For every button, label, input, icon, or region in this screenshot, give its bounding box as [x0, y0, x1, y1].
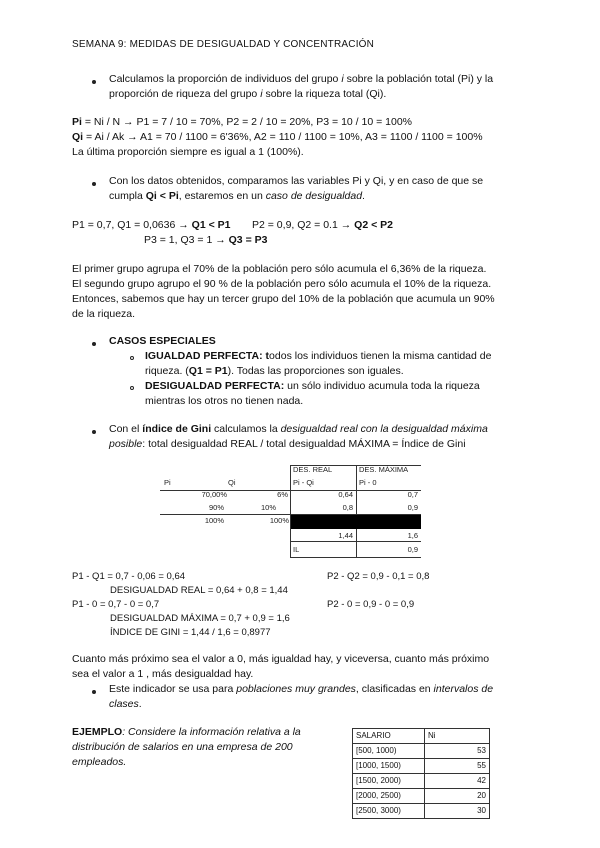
header-ni: Ni [425, 729, 490, 744]
calc-p2-0: P2 - 0 = 0,9 - 0 = 0,9 [327, 599, 415, 610]
caso-igualdad-line-2: riqueza. (Q1 = P1). Todas las proporciones son iguales. [145, 365, 404, 377]
calc-indice-gini: ÍNDICE DE GINI = 1,44 / 1,6 = 0,8977 [110, 627, 271, 638]
gini-line-1: Con el índice de Gini calculamos la desigualdad real con la desigualdad máxima [109, 423, 488, 435]
cell-range: [1000, 1500) [353, 759, 425, 774]
indicator-line-2: clases. [109, 698, 142, 710]
cell-pi: 100% [204, 516, 224, 525]
header-des-maxima: DES. MÁXIMA [359, 465, 409, 474]
cell-ni: 55 [425, 759, 490, 774]
table-row [353, 789, 490, 804]
paragraph-line: de la riqueza. [72, 308, 136, 320]
il-label: IL [293, 545, 300, 554]
comparison-3: P3 = 1, Q3 = 1 → Q3 = P3 [144, 234, 268, 246]
cell-range: [2000, 2500) [353, 789, 425, 804]
section-heading: CASOS ESPECIALES [109, 335, 216, 347]
column-qi: Qi [228, 478, 236, 487]
cell-qi: 100% [269, 516, 289, 525]
comparison-1: P1 = 0,7, Q1 = 0,0636 → Q1 < P1 [72, 219, 231, 231]
cell-qi: 10% [260, 503, 276, 512]
cell-pi: 70,00% [201, 490, 227, 499]
table-row [353, 804, 490, 819]
caso-desigualdad-line-1: DESIGUALDAD PERFECTA: un sólo individuo acumula toda la riqueza [145, 380, 480, 392]
cell-real: 0,64 [338, 490, 353, 499]
total-real: 1,44 [338, 531, 353, 540]
bullet-icon [92, 80, 96, 84]
formula-note: La última proporción siempre es igual a 1 (100%). [72, 146, 304, 158]
column-pi-qi: Pi - Qi [293, 478, 314, 487]
bullet-2-line-1: Con los datos obtenidos, comparamos las variables Pi y Qi, y en caso de que se [109, 175, 484, 187]
black-fill-cell [291, 515, 421, 529]
cell-max: 0,9 [407, 503, 418, 512]
ejemplo-line-3: empleados. [72, 756, 127, 768]
cell-qi: 6% [277, 490, 288, 499]
bullet-icon [92, 342, 96, 346]
calc-desigualdad-maxima: DESIGUALDAD MÁXIMA = 0,7 + 0,9 = 1,6 [110, 613, 290, 624]
table-row [353, 744, 490, 759]
bullet-1-line-1: Calculamos la proporción de individuos del grupo i sobre la población total (Pi) y la [109, 73, 494, 85]
cell-ni: 30 [425, 804, 490, 819]
paragraph-line: El segundo grupo agrupo el 90 % de la población pero sólo acumula el 10% de la riqueza. [72, 278, 492, 290]
calc-p1-0: P1 - 0 = 0,7 - 0 = 0,7 [72, 599, 160, 610]
cell-ni: 53 [425, 744, 490, 759]
formula-qi: Qi = Ai / Ak → A1 = 70 / 1100 = 6'36%, A2 = 110 / 1100 = 10%, A3 = 1100 / 1100 = 100% [72, 131, 483, 143]
gini-ratio: 0,9 [407, 545, 418, 554]
sub-bullet-icon [130, 356, 134, 360]
calc-p1-q1: P1 - Q1 = 0,7 - 0,06 = 0,64 [72, 571, 186, 582]
table-row [353, 759, 490, 774]
paragraph-line: El primer grupo agrupa el 70% de la población pero sólo acumula el 6,36% de la riqueza. [72, 263, 487, 275]
salarios-table [352, 728, 490, 819]
column-pi: Pi [164, 478, 171, 487]
cell-max: 0,7 [407, 490, 418, 499]
calc-p2-q2: P2 - Q2 = 0,9 - 0,1 = 0,8 [327, 571, 430, 582]
column-pi-0: Pi - 0 [359, 478, 377, 487]
gini-line-2: posible: total desigualdad REAL / total desigualdad MÁXIMA = Índice de Gini [109, 438, 466, 450]
bullet-icon [92, 430, 96, 434]
paragraph-line: Entonces, sabemos que hay un tercer grupo del 10% de la población que acumula un 90% [72, 293, 495, 305]
bullet-2-line-2: cumpla Qi < Pi, estaremos en un caso de desigualdad. [109, 190, 365, 202]
calc-desigualdad-real: DESIGUALDAD REAL = 0,64 + 0,8 = 1,44 [110, 585, 288, 596]
cell-pi: 90% [208, 503, 224, 512]
header-des-real: DES. REAL [293, 465, 333, 474]
paragraph-line: Cuanto más próximo sea el valor a 0, más igualdad hay, y viceversa, cuanto más próximo [72, 653, 490, 665]
paragraph-line: sea el valor a 1 , más desigualdad hay. [72, 668, 254, 680]
bullet-1-line-2: proporción de riqueza del grupo i sobre la riqueza total (Qi). [109, 88, 387, 100]
cell-range: [500, 1000) [353, 744, 425, 759]
formula-pi: Pi = Ni / N → P1 = 7 / 10 = 70%, P2 = 2 / 10 = 20%, P3 = 10 / 10 = 100% [72, 116, 413, 128]
bullet-icon [92, 690, 96, 694]
bullet-icon [92, 182, 96, 186]
comparison-2: P2 = 0,9, Q2 = 0.1 → Q2 < P2 [252, 219, 393, 231]
cell-range: [2500, 3000) [353, 804, 425, 819]
table-header-row [353, 729, 490, 744]
header-salario: SALARIO [353, 729, 425, 744]
table-row [353, 774, 490, 789]
cell-range: [1500, 2000) [353, 774, 425, 789]
total-max: 1,6 [407, 531, 418, 540]
ejemplo-line-1: EJEMPLO: Considere la información relativa a la [72, 726, 301, 738]
caso-desigualdad-line-2: mientras los otros no tienen nada. [145, 395, 304, 407]
ejemplo-line-2: distribución de salarios en una empresa de 200 [72, 741, 293, 753]
page-title: SEMANA 9: MEDIDAS DE DESIGUALDAD Y CONCENTRACIÓN [72, 39, 375, 50]
sub-bullet-icon [130, 386, 134, 390]
indicator-line-1: Este indicador se usa para poblaciones muy grandes, clasificadas en intervalos de [109, 683, 494, 695]
caso-igualdad-line-1: IGUALDAD PERFECTA: todos los individuos tienen la misma cantidad de [145, 350, 492, 362]
cell-ni: 42 [425, 774, 490, 789]
cell-real: 0,8 [342, 503, 353, 512]
cell-ni: 20 [425, 789, 490, 804]
